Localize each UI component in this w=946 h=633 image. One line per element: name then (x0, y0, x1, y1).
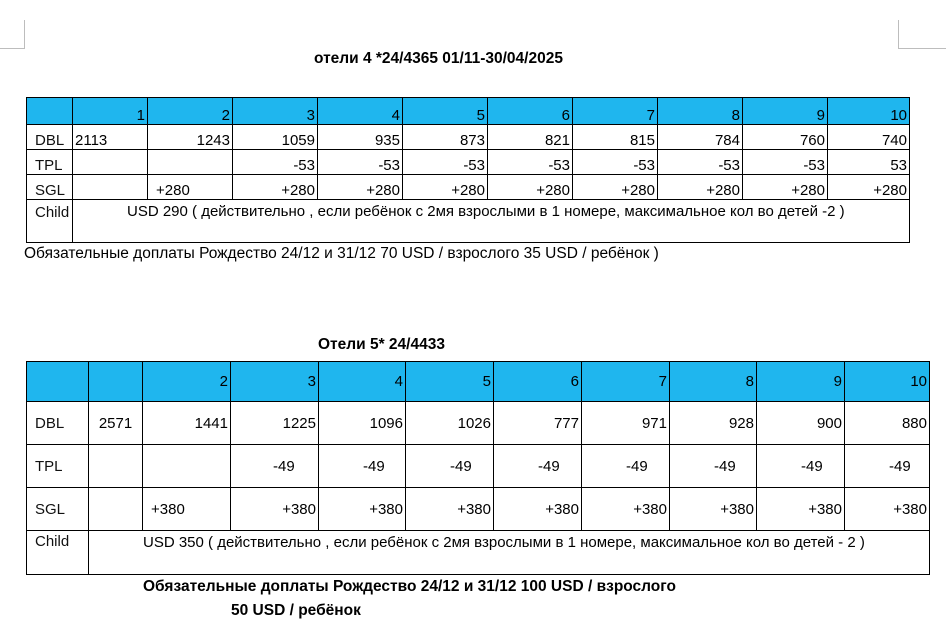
header-row (27, 98, 910, 125)
table-cell: +380 (231, 488, 319, 531)
table-cell (89, 488, 143, 531)
header-cell: 8 (670, 362, 757, 402)
table-row-dbl (27, 402, 930, 445)
table-cell (73, 175, 148, 200)
table-cell: -49 (845, 445, 930, 488)
row-label: SGL (27, 175, 73, 200)
supplement-line-2: 50 USD / ребёнок (231, 602, 361, 619)
table-cell: 928 (670, 402, 757, 445)
table-cell: 821 (488, 125, 573, 150)
table-cell: -49 (494, 445, 582, 488)
header-cell (27, 362, 89, 402)
row-label: Child (27, 531, 89, 575)
table-row-tpl (27, 445, 930, 488)
table-cell: 2571 (89, 402, 143, 445)
table-cell (148, 150, 233, 175)
table-row-child (27, 531, 930, 575)
table-cell: +280 (148, 175, 233, 200)
header-cell: 5 (406, 362, 494, 402)
table-cell: -49 (757, 445, 845, 488)
header-cell: 1 (73, 98, 148, 125)
table-cell: -53 (488, 150, 573, 175)
table-row-dbl (27, 125, 910, 150)
table-cell: 53 (828, 150, 910, 175)
table-cell: +280 (658, 175, 743, 200)
header-cell: 6 (488, 98, 573, 125)
table-cell: +380 (406, 488, 494, 531)
table-cell: 815 (573, 125, 658, 150)
header-cell: 10 (845, 362, 930, 402)
table-cell: 1225 (231, 402, 319, 445)
mandatory-supplement-4-star: Обязательные доплаты Рождество 24/12 и 31/12 70 USD / взрослого 35 USD / ребёнок ) (24, 245, 659, 262)
table-cell: +280 (233, 175, 318, 200)
supplement-line-1: Обязательные доплаты Рождество 24/12 и 31/12 100 USD / взрослого (143, 578, 676, 595)
table-cell: +380 (757, 488, 845, 531)
header-cell: 10 (828, 98, 910, 125)
header-cell: 6 (494, 362, 582, 402)
table-cell: +380 (670, 488, 757, 531)
table-cell: -49 (319, 445, 406, 488)
table-cell: 1059 (233, 125, 318, 150)
table-cell: 777 (494, 402, 582, 445)
row-label: DBL (27, 402, 89, 445)
table-cell: -53 (573, 150, 658, 175)
table-cell: -53 (658, 150, 743, 175)
table-cell: -53 (743, 150, 828, 175)
table-cell: 971 (582, 402, 670, 445)
table-cell: -49 (582, 445, 670, 488)
table-cell: 2113 (73, 125, 148, 150)
table-cell: 900 (757, 402, 845, 445)
rates-table-4-star (26, 97, 910, 243)
table-cell: -49 (231, 445, 319, 488)
header-cell: 9 (757, 362, 845, 402)
table-cell: -49 (406, 445, 494, 488)
page-corner-mark-right (898, 20, 946, 49)
header-cell: 5 (403, 98, 488, 125)
rates-table-5-star (26, 361, 930, 575)
table-row-tpl (27, 150, 910, 175)
row-label: Child (27, 200, 73, 243)
table-cell: 873 (403, 125, 488, 150)
page-corner-mark-left (0, 20, 25, 49)
table-cell (143, 445, 231, 488)
table-row-sgl (27, 175, 910, 200)
section-title-5-star: Отели 5* 24/4433 (318, 336, 445, 353)
header-cell: 2 (143, 362, 231, 402)
table-cell: +380 (494, 488, 582, 531)
table-cell: -53 (403, 150, 488, 175)
header-row (27, 362, 930, 402)
table-cell: -49 (670, 445, 757, 488)
table-row-child (27, 200, 910, 243)
table-row-sgl (27, 488, 930, 531)
table-cell: +280 (403, 175, 488, 200)
table-cell: +380 (319, 488, 406, 531)
table-cell: -53 (233, 150, 318, 175)
header-cell: 8 (658, 98, 743, 125)
header-cell: 4 (318, 98, 403, 125)
header-cell: 4 (319, 362, 406, 402)
row-label: TPL (27, 445, 89, 488)
header-cell: 3 (233, 98, 318, 125)
header-cell: 9 (743, 98, 828, 125)
table-cell: 1243 (148, 125, 233, 150)
header-cell: 2 (148, 98, 233, 125)
table-cell: +280 (828, 175, 910, 200)
table-cell: +280 (573, 175, 658, 200)
table-cell: +380 (143, 488, 231, 531)
table-cell: 784 (658, 125, 743, 150)
child-note: USD 290 ( действительно , если ребёнок с 2мя взрослыми в 1 номере, максимальное кол во детей -2 ) (73, 200, 910, 243)
table-cell: +380 (845, 488, 930, 531)
table-cell: 1096 (319, 402, 406, 445)
table-cell: +280 (318, 175, 403, 200)
header-cell: 7 (573, 98, 658, 125)
table-cell (89, 445, 143, 488)
row-label: DBL (27, 125, 73, 150)
table-cell (73, 150, 148, 175)
row-label: TPL (27, 150, 73, 175)
header-cell (89, 362, 143, 402)
table-cell: 1026 (406, 402, 494, 445)
table-cell: +280 (743, 175, 828, 200)
table-cell: +380 (582, 488, 670, 531)
header-cell (27, 98, 73, 125)
table-cell: 880 (845, 402, 930, 445)
table-cell: 740 (828, 125, 910, 150)
table-cell: +280 (488, 175, 573, 200)
child-note: USD 350 ( действительно , если ребёнок с 2мя взрослыми в 1 номере, максимальное кол во детей - 2 ) (89, 531, 930, 575)
table-cell: -53 (318, 150, 403, 175)
header-cell: 3 (231, 362, 319, 402)
mandatory-supplement-5-star (0, 575, 946, 623)
section-title-4-star: отели 4 *24/4365 01/11-30/04/2025 (314, 50, 563, 67)
table-cell: 935 (318, 125, 403, 150)
header-cell: 7 (582, 362, 670, 402)
table-cell: 1441 (143, 402, 231, 445)
row-label: SGL (27, 488, 89, 531)
table-cell: 760 (743, 125, 828, 150)
